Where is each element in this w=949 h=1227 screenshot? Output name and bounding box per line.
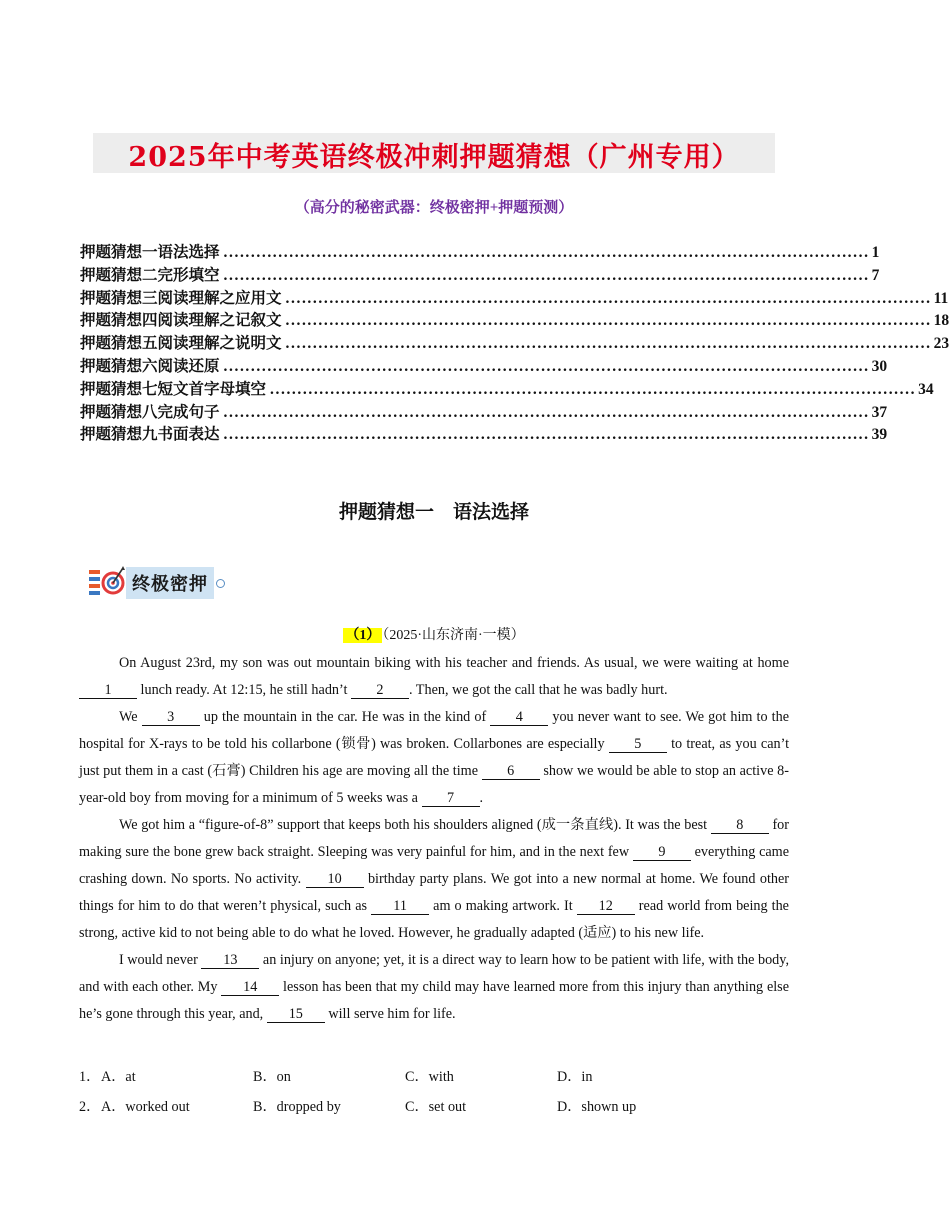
toc-entry[interactable]	[80, 331, 949, 354]
toc-page: 39	[871, 426, 888, 444]
toc-page: 1	[871, 244, 880, 261]
option-c[interactable]: C．with	[405, 1069, 454, 1085]
toc-leader: ......................................................................................................................	[223, 403, 870, 421]
toc-name: 阅读理解之应用文	[157, 289, 282, 307]
toc-leader: ......................................................................................................................	[223, 244, 870, 261]
toc-name: 阅读理解之说明文	[157, 335, 282, 353]
document-title: 2025年中考英语终极冲刺押题猜想（广州专用）	[128, 142, 740, 173]
toc-name: 完形填空	[157, 266, 220, 284]
blank-2[interactable]: 2	[351, 682, 409, 699]
toc-entry[interactable]	[80, 308, 949, 331]
text-run: We got him a “figure-of-8” support that keeps both his shoulders aligned (成一条直线). It was the best	[119, 817, 711, 833]
question-number: 2．	[79, 1099, 101, 1115]
toc-name: 短文首字母填空	[157, 380, 267, 398]
toc-label: 押题猜想四	[80, 312, 158, 330]
toc-label: 押题猜想一	[80, 244, 158, 261]
title-banner	[93, 133, 775, 173]
option-c[interactable]: C．set out	[405, 1099, 467, 1115]
blank-8[interactable]: 8	[711, 817, 769, 834]
toc-leader: ......................................................................................................................	[285, 289, 932, 307]
toc-name: 阅读还原	[157, 357, 220, 375]
passage-number: （1）	[345, 628, 381, 643]
toc-page: 18	[933, 312, 949, 330]
text-run: We	[119, 709, 142, 725]
target-icon	[88, 564, 126, 603]
blank-11[interactable]: 11	[371, 898, 429, 915]
blank-6[interactable]: 6	[482, 763, 540, 780]
blank-10[interactable]: 10	[306, 871, 364, 888]
text-run: for making sure the bone grew back straight. Sleeping was very painful for him, and in the next few	[79, 817, 789, 860]
text-run: .	[479, 790, 484, 806]
text-run: up the mountain in the car. He was in the kind of	[199, 709, 491, 725]
badge-dot-icon	[216, 579, 225, 588]
toc-leader: ......................................................................................................................	[223, 357, 870, 375]
blank-3[interactable]: 3	[142, 709, 200, 726]
text-run: read world from being the strong, active kid to not being able to do what he loved. However, he gradually adapted (适应) to his new life.	[79, 898, 789, 941]
text-run: to treat, as you can’t just put them in a cast (石膏) Children his age are moving all the time	[79, 736, 790, 779]
toc-entry[interactable]	[80, 240, 880, 263]
blank-12[interactable]: 12	[577, 898, 635, 915]
toc-page: 11	[933, 289, 949, 307]
toc-leader: ......................................................................................................................	[285, 312, 932, 330]
toc-label: 押题猜想八	[80, 403, 158, 421]
toc-entry[interactable]	[80, 400, 888, 423]
text-run: lesson has been that my child may have learned more from this injury than anything else he’s gone through this year, and,	[79, 979, 789, 1022]
document-subtitle: （高分的秘密武器：终极密押+押题预测）	[294, 200, 574, 216]
text-run: . Then, we got the call that he was badly hurt.	[408, 682, 668, 698]
paragraph	[79, 947, 789, 1028]
option-a[interactable]: A．at	[101, 1069, 136, 1085]
passage-source: （2025·山东济南·一模）	[382, 628, 525, 643]
toc-label: 押题猜想五	[80, 335, 158, 353]
section-badge	[88, 566, 225, 600]
toc-page: 23	[933, 335, 949, 353]
toc-page: 7	[871, 266, 880, 284]
badge-label: 终极密押	[126, 567, 214, 599]
toc-page: 30	[871, 357, 888, 375]
toc-entry[interactable]	[80, 286, 949, 309]
option-d[interactable]: D．shown up	[557, 1099, 637, 1115]
toc-name: 完成句子	[157, 403, 220, 421]
paragraph	[79, 704, 789, 812]
toc-leader: ......................................................................................................................	[285, 335, 932, 353]
paragraph	[79, 650, 789, 704]
toc-entry[interactable]	[80, 377, 934, 400]
option-b[interactable]: B．dropped by	[253, 1099, 341, 1115]
text-run: On August 23rd, my son was out mountain biking with his teacher and friends. As usual, we were waiting at home	[119, 655, 789, 671]
toc-name: 书面表达	[157, 426, 220, 444]
blank-5[interactable]: 5	[609, 736, 667, 753]
text-run: will serve him for life.	[324, 1006, 456, 1022]
text-run: am o making artwork. It	[429, 898, 577, 914]
option-row	[79, 1091, 789, 1121]
option-b[interactable]: B．on	[253, 1069, 291, 1085]
blank-14[interactable]: 14	[221, 979, 279, 996]
text-run: birthday party plans. We got into a new normal at home. We found other things for him to do that weren’t physical, such as	[79, 871, 790, 914]
answer-options	[79, 1061, 789, 1121]
toc-label: 押题猜想六	[80, 357, 158, 375]
passage-text	[79, 650, 789, 1028]
text-run: an injury on anyone; yet, it is a direct way to learn how to be patient with life, with the body, and with each other. My	[79, 952, 789, 995]
text-run: lunch ready. At 12:15, he still hadn’t	[137, 682, 351, 698]
toc-name: 阅读理解之记叙文	[157, 312, 282, 330]
option-a[interactable]: A．worked out	[101, 1099, 190, 1115]
toc-page: 34	[918, 380, 934, 398]
question-number: 1．	[79, 1069, 101, 1085]
toc-leader: ......................................................................................................................	[223, 426, 870, 444]
blank-7[interactable]: 7	[422, 790, 480, 807]
toc-label: 押题猜想九	[80, 426, 158, 444]
blank-9[interactable]: 9	[633, 844, 691, 861]
toc-page: 37	[871, 403, 888, 421]
toc-label: 押题猜想七	[80, 380, 158, 398]
section-heading: 押题猜想一 语法选择	[338, 502, 529, 523]
passage-header	[0, 624, 868, 644]
blank-13[interactable]: 13	[201, 952, 259, 969]
toc-name: 语法选择	[157, 244, 220, 261]
text-run: you never want to see. We got him to the hospital for X-rays to be told his collarbone (锁骨) was broken. Collarbones are especially	[79, 709, 789, 752]
text-run: everything came crashing down. No sports. No activity.	[79, 844, 789, 887]
toc-leader: ......................................................................................................................	[223, 266, 870, 284]
toc-label: 押题猜想二	[80, 266, 158, 284]
toc-entry[interactable]	[80, 354, 888, 377]
blank-4[interactable]: 4	[490, 709, 548, 726]
toc-entry[interactable]	[80, 263, 880, 286]
toc-entry[interactable]	[80, 422, 888, 445]
toc-label: 押题猜想三	[80, 289, 158, 307]
option-row	[79, 1061, 789, 1091]
blank-15[interactable]: 15	[267, 1006, 325, 1023]
table-of-contents	[80, 240, 949, 445]
text-run: I would never	[119, 952, 202, 968]
option-d[interactable]: D．in	[557, 1069, 593, 1085]
blank-1[interactable]: 1	[79, 682, 137, 699]
paragraph	[79, 812, 789, 947]
text-run: show we would be able to stop an active 8-year-old boy from moving for a minimum of 5 weeks was a	[79, 763, 789, 806]
toc-leader: ......................................................................................................................	[270, 380, 917, 398]
